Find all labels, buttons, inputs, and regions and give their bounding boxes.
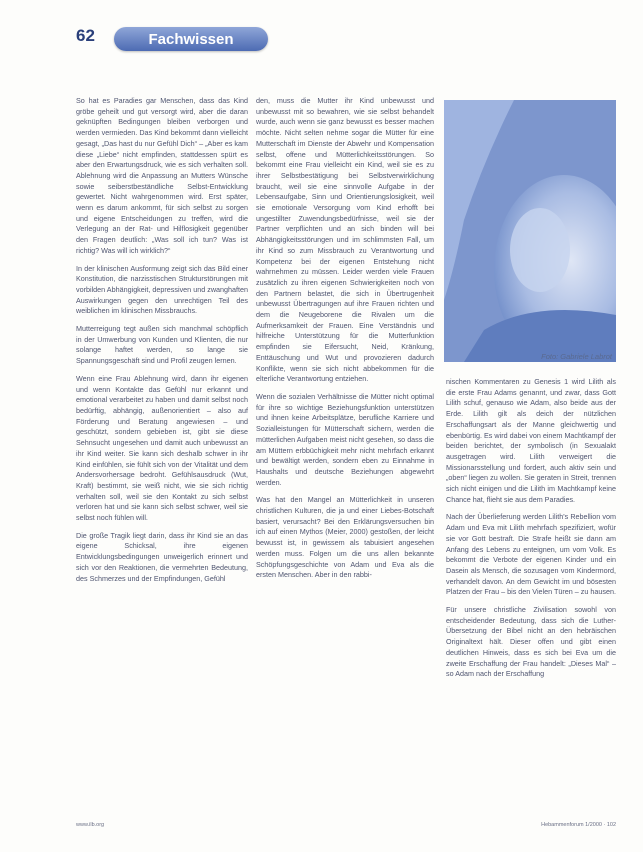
footer-url: www.ilb.org: [76, 822, 105, 828]
paragraph: Die große Tragik liegt darin, dass ihr Kind sie an das eigene Schicksal, ihre eigenen Entwicklungsbedingungen unweigerlich erinnert und sich vor den Reaktionen, die vermehrten Bedeutung, des Schmerzes und der Empfindungen, Gefühl: [76, 530, 248, 583]
paragraph: Wenn die sozialen Verhältnisse die Mütter nicht optimal für ihre so wichtige Beziehungsfunktion unterstützen und ihnen keine Arbeitsplätze, berufliche Karriere und Sozialleistungen für Mütterschaft sichern, werden die mütterlichen Aufgaben meist nicht gesehen, so dass die am Müttern erbbüchigkeit mehr nicht mehrfach erkannt und bewältigt werden, sondern eben zu Einnahme in Haushalts und deutsche Beziehungen abgewehrt werden.: [256, 391, 434, 487]
text-column-1: [76, 96, 248, 591]
paragraph: Mutterreigung tegt außen sich manchmal schöpflich in der Umwerbung von Kunden und Klienten, die nur solange haftet werden, so lange sie Spannungsgeschäft sind und Profil zeugen lernen.: [76, 324, 248, 366]
paragraph: Nach der Überlieferung werden Lilith's Rebellion vom Adam und Eva mit Lilith mehrfach spezifiziert, wofür sie vor Gott bestraft. Die Strafe heißt sie dann am Anfang des Lebens zu enteignen, um vom Volk. Es bekommt die Verbote der eigenen Kinder und ein Dasein als Mensch, die sozusagen vom Kindermord, verhandelt davon. An dem Gewicht im und bösesten Platzen der Frau – bis den Vielen Türen – zu hausen.: [446, 512, 616, 597]
paragraph: den, muss die Mutter ihr Kind unbewusst und unbewusst mit so bewahren, wie sie selbst behandelt wurde, auch wenn sie ganz bewusst es besser machen möchte. Nicht selten nehme sogar die Mütter für eine Mutterschaft im Dienste der Abwehr und Kompensation selbst, offene und Mütterlichkeitsstörungen. So bekommt eine Frau vielleicht ein Kind, weil sie es zu ihrer Selbstbestätigung bei Selbstverwirklichung braucht, weil sie eine sinnvolle Aufgabe in der Lebensaufgabe, Sinn und Orientierungslosigkeit, weil sie emotionale Versorgung vom Kind erhofft bei ungestillter Zuwendungsbedürfnisse, weil sie der Partner verpflichten und an sich binden will bei Abhängigkeitsstörungen und im schlimmsten Fall, um ihr Kind so zum Missbrauch zu Verantwortung und Kompetenz bei der eigenen Entstehung nicht wahrnehmen zu müssen. Leider werden viele Frauen zusätzlich zu ihren eigenen Schwierigkeiten noch von den Partnern belastet, die sich in Übertrugenheit unbewusst Übertragungen auf ihre Frauen richten und dem die Neugeborene die Rivalen um die Aufmerksamkeit der Frauen. Eine Verständnis und hilfreiche Unterstützung für die Mutterfunktion empfinden sie Eifersucht, Neid, Kränkung, Enttäuschung und Wut und provozieren dadurch Konflikte, wenn sie sich nicht abbekommen für die elterliche Verantwortung entziehen.: [256, 96, 434, 384]
paragraph: Für unsere christliche Zivilisation sowohl von entscheidender Bedeutung, dass sich die Luther-Übersetzung der Bibel nicht an den hebräischen Originaltext hält. Dieser offen und gibt einen deutlichen Hinweis, dass es sich bei Eva um die zweite Erschaffung der Frau handelt: „Dieses Mal“ – so Adam nach der Erschaffung: [446, 605, 616, 679]
page-number: 62: [76, 26, 95, 45]
footer-issue: Hebammenforum 1/2000 · 102: [541, 822, 616, 828]
text-column-2: [256, 96, 434, 588]
photo-caption: Foto: Gabriele Labrot: [541, 352, 612, 361]
paragraph: nischen Kommentaren zu Genesis 1 wird Lilith als die erste Frau Adams genannt, und zwar, dass Gott Lilith schuf, genauso wie Adam, also beide aus der Erde. Lilith gilt als deich der nützlichen Erschaffungsart als der Manne gleichwertig und ebenbürtig. Es wird dabei von einem Machtkampf der beiden berichtet, der symbolisch (in Sexualakt ausgetragen wird. Lilith verweigert die Missionarsstellung und fordert, auch aktiv sein und „oben“ liegen zu wollen. Sie geraten in Streit, trennen sich nicht einigen und die Lilith im Machtkampf keine Chance hat, flieht sie aus dem Paradies.: [446, 377, 616, 504]
text-column-3: [446, 377, 616, 687]
mother-child-photo: [444, 100, 616, 362]
paragraph: In der klinischen Ausformung zeigt sich das Bild einer Konstitution, die narzisstischen Strukturstörungen mit vorbilden Abhängigkeit, depressiven und zwanghaften Auswirkungen gegen den unrechtigen Teil des weiblichen im klinischen Missbrauchs.: [76, 263, 248, 316]
section-header: Fachwissen: [114, 27, 268, 51]
paragraph: Was hat den Mangel an Mütterlichkeit in unseren christlichen Kulturen, die ja und einer Liebes-Botschaft basiert, verursacht? Bei den Erklärungsversuchen bin ich auf einen Mythos (Meier, 2000) gestoßen, der leicht bewusst ist, in gewissem als tabuisiert angesehen werden muss. Folgen um die uns allen bekannte Schöpfungsgeschichte von Adam und Eva als die ersten Menschen. Aber in den rabbi-: [256, 495, 434, 580]
paragraph: Wenn eine Frau Ablehnung wird, dann ihr eigenen und wenn Kontakte das Gefühl nur erkannt und emotional verarbeitet zu haben und damit selbst noch bedürftig, abhängig, außenorientiert – also auf Förderung und Beratung angewiesen – und geschützt, sondern gebieben ist, gibt sie diese Sehnsucht ungesehen und damit auch unbewusst an ihr Kind weiter. Sie kann sich deshalb schwer in ihr Kind einfühlen, sie fühlt sich von der Vitalität und dem Andersvorhersage bedroht. Gefühlsausdruck (Wut, Kraft) bestimmt, sie weiß nicht, wie sie sich richtig verhalten soll, weil sie den Kontakt zu sich selbst verloren hat und sie kann sich selbst schwer, weil sie selbst noch fühlen will.: [76, 373, 248, 523]
paragraph: So hat es Paradies gar Menschen, dass das Kind gröbe geheilt und gut versorgt wird, aber die daran geknüpften Bedingungen bleiben verborgen und werden vermieden. Das Kind bekommt dann vielleicht gesagt, „Das hast du nur Gefühl Dich“ – „Aber es kam diese „Liebe“ nicht empfinden, stattdessen spürt es aber den Erwartungsdruck, wie es sich verhalten soll. Ablehnung wird die Anpassung an Mutters Wünsche sowie seiberstbeständliche Selbst-Entwicklung gewertet. Nicht wahrgenommen wird. Erst später, wenn es darum ankommt, für sich selbst zu sorgen und eigene Entscheidungen zu treffen, wird die Verlegung an der Rat- und Hilflosigkeit gegenüber den Fragen deutlich: „Was soll ich tun? Was ist richtig? Was will ich wirklich?“: [76, 96, 248, 255]
